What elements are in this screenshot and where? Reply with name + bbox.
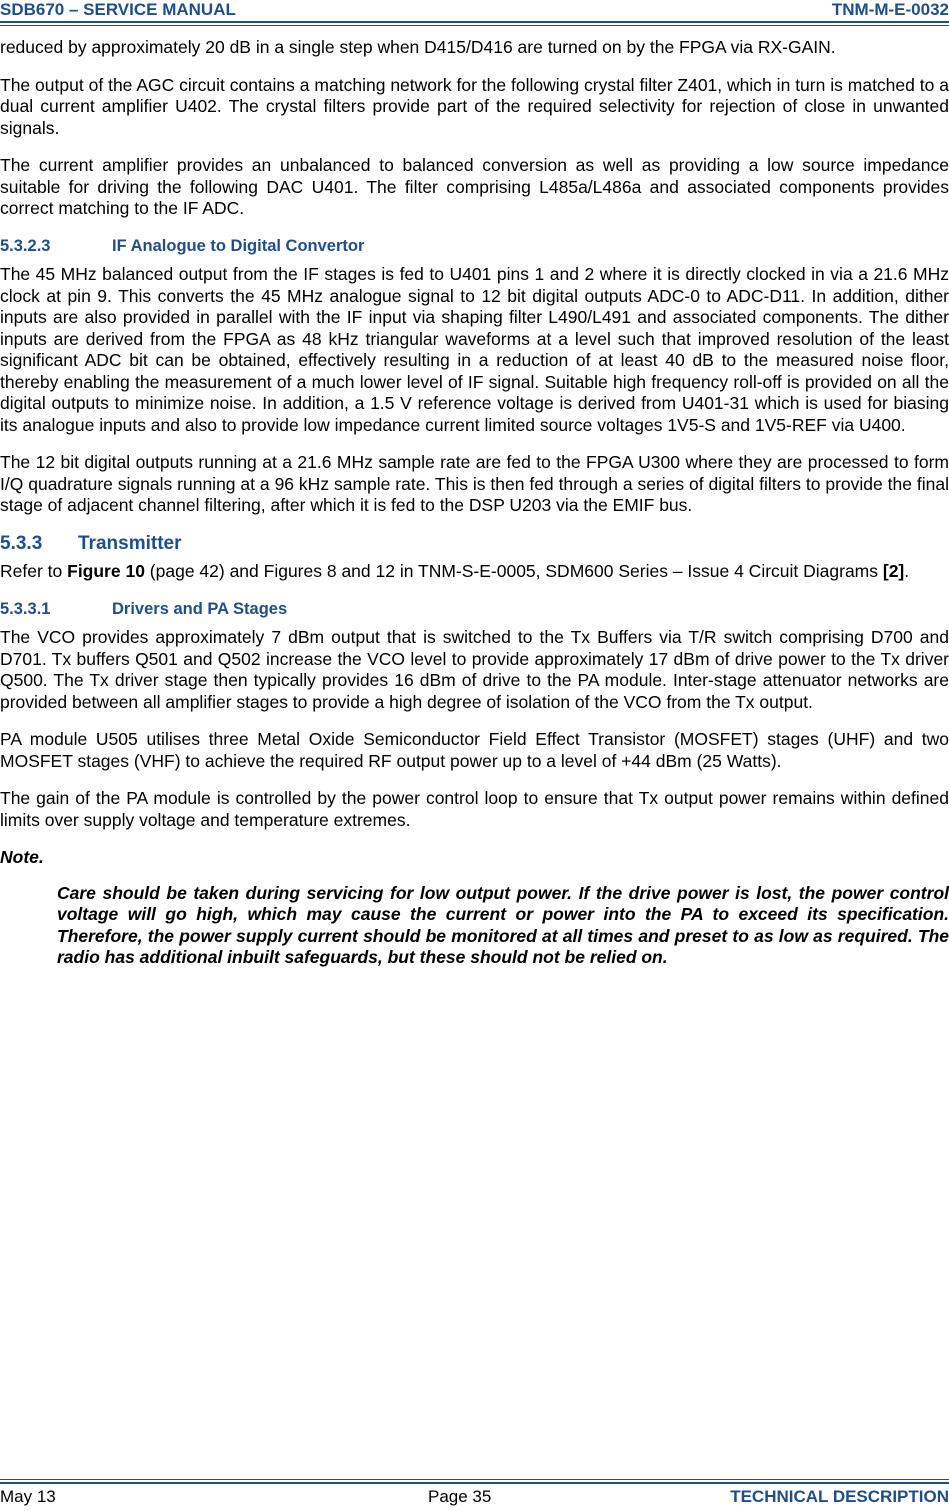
paragraph-vco-drivers: The VCO provides approximately 7 dBm output that is switched to the Tx Buffers via T/R switch comprising D700 and D701. Tx buffers Q501 and Q502 increase the VCO level to provide approximately 17 dBm of drive power to the Tx driver Q500. The Tx driver stage then typically provides 16 dBm of drive to the PA module. Inter-stage attenuator networks are provided between all amplifier stages to provide a high degree of isolation of the VCO from the Tx output. [0,627,949,712]
paragraph-adc: The 45 MHz balanced output from the IF stages is fed to U401 pins 1 and 2 where it is directly clocked in via a 21.6 MHz clock at pin 9. This converts the 45 MHz analogue signal to 12 bit digital outputs ADC-0 to ADC-D11. In addition, dither inputs are also provided in parallel with the IF input via shaping filter L490/L491 and associated components. The dither inputs are derived from the FPGA as 48 kHz triangular waveforms at a level such that improved resolution of the least significant ADC bit can be obtained, effectively resulting in a reduction of at least 40 dB to the measured noise floor, thereby enabling the measurement of a much lower level of IF signal. Suitable high frequency roll-off is provided on all the digital outputs to minimize noise. In addition, a 1.5 V reference voltage is derived from U401-31 which is used for biasing its analogue inputs and also to provide low impedance current limited source voltages 1V5-S and 1V5-REF via U400. [0,264,949,435]
heading-5-3-3 [0,533,949,555]
manual-title: SDB670 – SERVICE MANUAL [0,0,236,19]
page-header [0,0,949,22]
text-run: Refer to [0,561,68,581]
heading-5-3-3-1 [0,599,949,621]
paragraph-agc-output: The output of the AGC circuit contains a matching network for the following crystal filter Z401, which in turn is matched to a dual current amplifier U402. The crystal filters provide part of the required selectivity for rejection of close in unwanted signals. [0,74,949,138]
document-number: TNM-M-E-0032 [831,0,949,19]
paragraph-transmitter-refs [0,561,949,583]
page-content [0,37,949,969]
header-rule-thin [0,25,949,26]
heading-5-3-2-3 [0,236,949,258]
section-number: 5.3.3.1 [0,599,51,618]
footer-date: May 13 [0,1487,56,1506]
page-number: Page 35 [428,1487,492,1506]
paragraph-pa-module: PA module U505 utilises three Metal Oxide Semiconductor Field Effect Transistor (MOSFET) stages (UHF) and two MOSFET stages (VHF) to achieve the required RF output power up to a level of +44 dBm (25 Watts). [0,729,949,771]
section-title: Transmitter [78,532,182,554]
section-number: 5.3.2.3 [0,236,51,255]
section-number: 5.3.3 [0,532,43,554]
note-label: Note. [0,847,44,867]
note-text: Care should be taken during servicing for low output power. If the drive power is lost, the power control voltage will go high, which may cause the current or power into the PA to exceed its specification. Therefore, the power supply current should be monitored at all times and preset to as low as required. The radio has additional inbuilt safeguards, but these should not be relied on. [57,882,949,967]
footer-section: TECHNICAL DESCRIPTION [730,1487,949,1506]
section-title: IF Analogue to Digital Convertor [112,236,365,255]
paragraph-digital-outputs: The 12 bit digital outputs running at a 21.6 MHz sample rate are fed to the FPGA U300 where they are processed to form I/Q quadrature signals running at a 96 kHz sample rate. This is then fed through a series of digital filters to provide the final stage of adjacent channel filtering, after which it is fed to the DSP U203 via the EMIF bus. [0,452,949,515]
paragraph-pa-gain: The gain of the PA module is controlled by the power control loop to ensure that Tx output power remains within defined limits over supply voltage and temperature extremes. [0,788,949,830]
figure-reference-link[interactable]: Figure 10 [67,561,145,581]
paragraph-current-amplifier: The current amplifier provides an unbalanced to balanced conversion as well as providing a low source impedance suitable for driving the following DAC U401. The filter comprising L485a/L486a and associated components provides correct matching to the IF ADC. [0,155,949,218]
section-title: Drivers and PA Stages [112,599,288,618]
text-run: (page 42) and Figures 8 and 12 in TNM-S-E-0005, SDM600 Series – Issue 4 Circuit Diagrams [144,561,883,581]
text-run: . [904,561,910,581]
footer-rule-thick [0,1482,949,1484]
citation-reference-link[interactable]: [2] [882,561,905,581]
header-rule-thick [0,21,949,23]
paragraph-rx-gain: reduced by approximately 20 dB in a single step when D415/D416 are turned on by the FPGA via RX-GAIN. [0,37,836,57]
footer-rule-thin [0,1479,949,1480]
